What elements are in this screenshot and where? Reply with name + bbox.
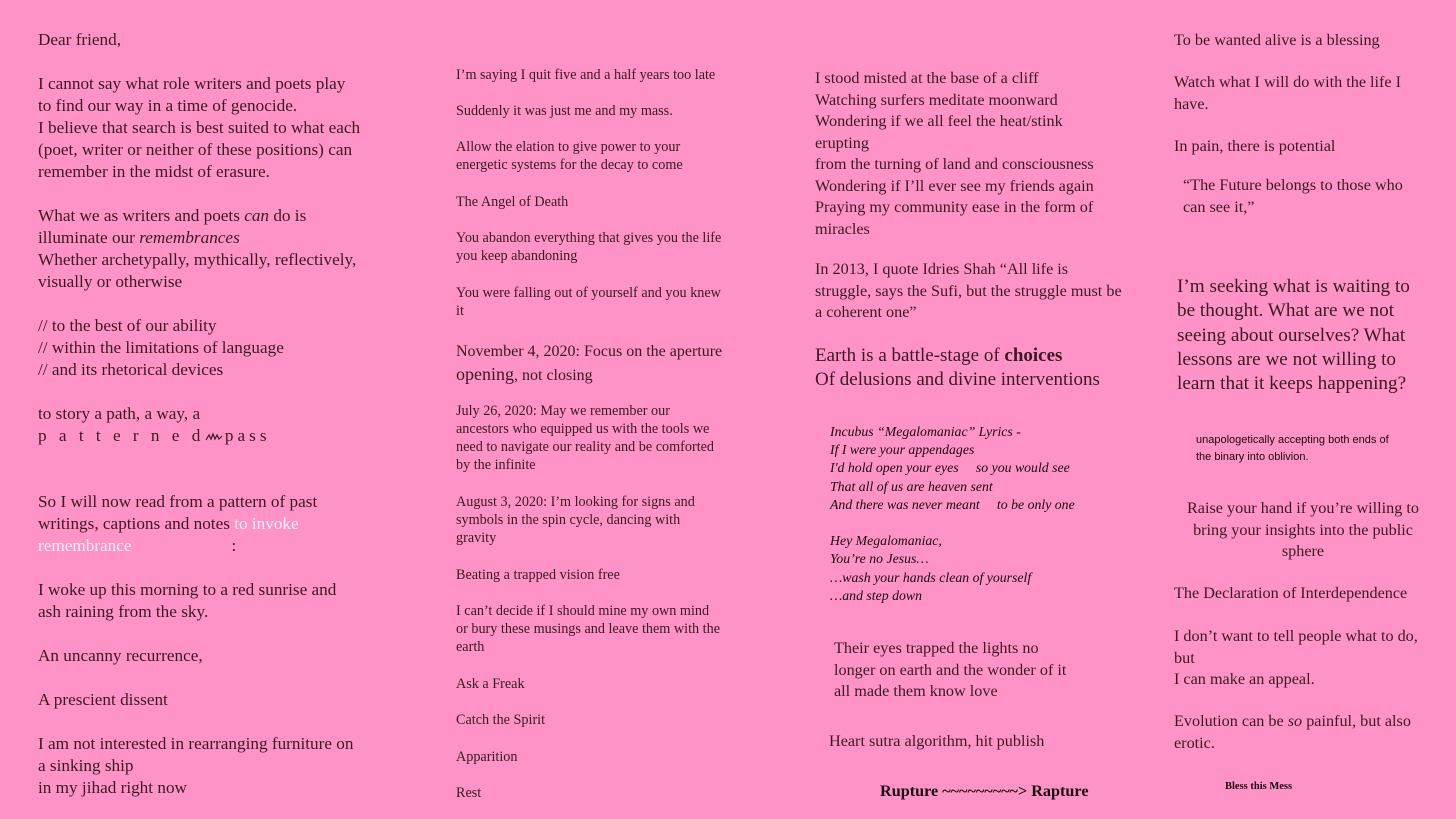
prescient-dissent: A prescient dissent — [38, 690, 168, 709]
bless-this-mess-footer: Bless this Mess — [1225, 781, 1293, 792]
lyrics-block: Incubus “Megalomaniac” Lyrics - If I were your appendages I'd hold open your eyes so you would see That all of us are heaven sent And there was never meant to be only one Hey Megalomaniac, You’re no Jesus… …wash your hands clean of yourself …and step down — [830, 424, 1075, 603]
binary-note: unapologetically accepting both ends of the binary into oblivion. — [1196, 434, 1389, 463]
note-july-26: July 26, 2020: May we remember our ancestors who equipped us with the tools we need to navigate our reality and be comforted by the infinite — [456, 403, 715, 473]
pass-text: pass — [224, 426, 271, 445]
uncanny-recurrence: An uncanny recurrence, — [38, 646, 203, 665]
paragraph-story-a-path: to story a path, a way, a p a t t e r n e d pass — [38, 404, 271, 445]
note-angel-of-death: The Angel of Death — [456, 194, 569, 210]
watch-what-i-will-do: Watch what I will do with the life I have. — [1174, 73, 1402, 113]
paragraph-cliff: I stood misted at the base of a cliff Watching surfers meditate moonward Wondering if we all feel the heat/stink erupting from the turning of land and consciousness Wondering if I’ll ever see my friends again Praying my community ease in the form of miracles — [815, 69, 1094, 238]
invoke-text: to invoke — [234, 514, 299, 533]
patterned-text: p a t t e r n e d — [38, 426, 205, 445]
note-quit: I’m saying I quit five and a half years too late — [456, 67, 716, 83]
note-mine-my-mind: I can’t decide if I should mine my own mind or bury these musings and leave them with the earth — [456, 603, 720, 655]
note-november-4: November 4, 2020: Focus on the aperture opening, not closing — [456, 343, 723, 384]
rupture-footer: Rupture ~~~~~~~~~> Rapture — [880, 782, 1089, 800]
paragraph-red-sunrise: I woke up this morning to a red sunrise and ash raining from the sky. — [38, 580, 337, 621]
pain-potential: In pain, there is potential — [1174, 137, 1336, 155]
raise-your-hand: Raise your hand if you’re willing to bring your insights into the public sphere — [1187, 499, 1419, 560]
seeking-paragraph: I’m seeking what is waiting to be thought. What are we not seeing about ourselves? What lessons are we not willing to learn that it keeps happening? — [1177, 276, 1410, 395]
paragraph-role-of-writers: I cannot say what role writers and poets play to find our way in a time of genocide. I believe that search is best suited to what each (poet, writer or neither of these positions) can remember in the midst of erasure. — [38, 74, 361, 181]
note-apparition: Apparition — [456, 749, 518, 765]
paragraph-battle-stage: Earth is a battle-stage of choices Of delusions and divine interventions — [815, 345, 1100, 390]
paragraph-idries-shah: In 2013, I quote Idries Shah “All life is struggle, says the Sufi, but the struggle must be a coherent one” — [815, 260, 1122, 321]
note-ask-a-freak: Ask a Freak — [456, 676, 525, 692]
make-an-appeal: I don’t want to tell people what to do, but I can make an appeal. — [1174, 627, 1418, 688]
paragraph-limitations: // to the best of our ability // within the limitations of language // and its rhetorical devices — [38, 316, 284, 379]
zigzag-icon — [205, 432, 223, 442]
note-august-3: August 3, 2020: I’m looking for signs and symbols in the spin cycle, dancing with gravity — [456, 494, 695, 546]
paragraph-illuminate: What we as writers and poets can do is illuminate our remembrances Whether archetypally, mythically, reflectively, visually or otherwise — [38, 206, 357, 291]
note-falling-out: You were falling out of yourself and you knew it — [456, 285, 721, 319]
paragraph-their-eyes: Their eyes trapped the lights no longer on earth and the wonder of it all made them know love — [834, 639, 1067, 700]
note-rest: Rest — [456, 785, 482, 801]
heart-sutra-line: Heart sutra algorithm, hit publish — [829, 732, 1045, 750]
note-elation: Allow the elation to give power to your energetic systems for the decay to come — [456, 139, 683, 173]
note-mass: Suddenly it was just me and my mass. — [456, 103, 673, 119]
note-catch-the-spirit: Catch the Spirit — [456, 712, 546, 728]
note-abandon: You abandon everything that gives you the life you keep abandoning — [456, 230, 722, 264]
wanted-alive: To be wanted alive is a blessing — [1174, 31, 1380, 49]
future-quote: “The Future belongs to those who can see it,” — [1183, 176, 1403, 216]
note-trapped-vision: Beating a trapped vision free — [456, 567, 620, 583]
paragraph-sinking-ship: I am not interested in rearranging furniture on a sinking ship in my jihad right now — [38, 734, 354, 797]
evolution-paragraph: Evolution can be so painful, but also erotic. — [1174, 712, 1411, 752]
paragraph-read-from-pattern: So I will now read from a pattern of past writings, captions and notes to invoke remembrance : — [38, 492, 318, 555]
declaration-line: The Declaration of Interdependence — [1174, 584, 1408, 602]
remembrance-text: remembrance — [38, 536, 132, 555]
greeting: Dear friend, — [38, 30, 122, 49]
